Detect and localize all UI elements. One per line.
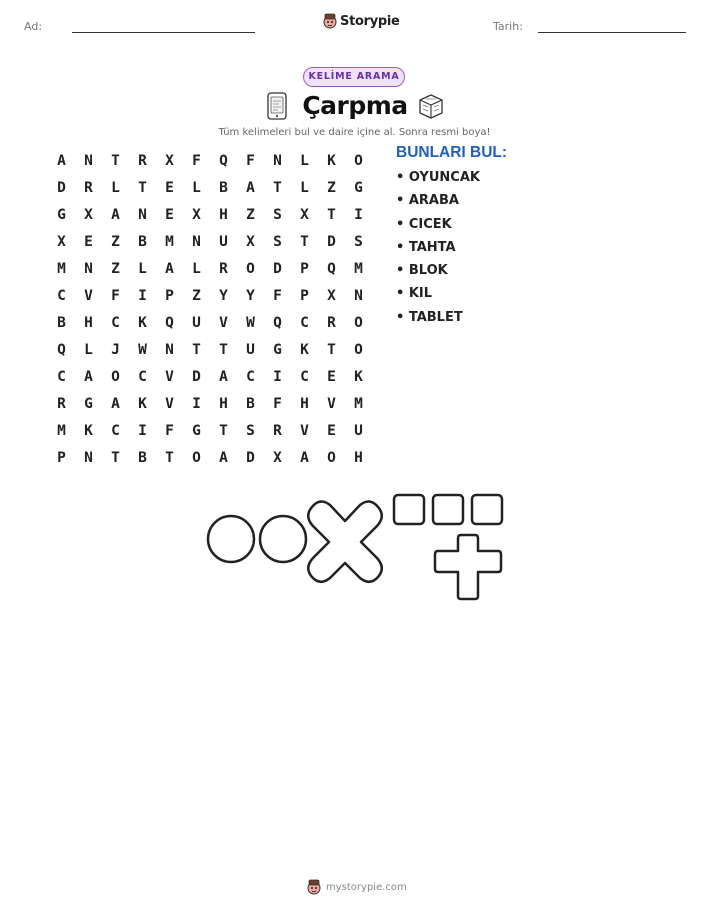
grid-letter[interactable]: Q <box>327 260 336 277</box>
grid-letter[interactable]: B <box>57 314 66 331</box>
grid-letter[interactable]: C <box>300 368 309 385</box>
square-shape-3 <box>472 495 502 524</box>
grid-letter[interactable]: S <box>273 233 282 250</box>
square-shape-1 <box>394 495 424 524</box>
grid-letter[interactable]: N <box>192 233 201 250</box>
grid-letter[interactable]: U <box>354 422 363 439</box>
grid-letter[interactable]: C <box>111 422 120 439</box>
grid-letter[interactable]: O <box>111 368 120 385</box>
grid-letter[interactable]: A <box>111 206 120 223</box>
grid-letter[interactable]: V <box>327 395 336 412</box>
x-shape <box>308 501 382 581</box>
grid-letter[interactable]: R <box>84 179 93 196</box>
grid-letter[interactable]: X <box>273 449 282 466</box>
grid-letter[interactable]: O <box>354 314 363 331</box>
grid-letter[interactable]: A <box>111 395 120 412</box>
grid-letter[interactable]: P <box>300 287 309 304</box>
grid-letter[interactable]: O <box>354 152 363 169</box>
grid-letter[interactable]: J <box>111 341 120 358</box>
grid-letter[interactable]: F <box>111 287 120 304</box>
grid-letter[interactable]: A <box>219 449 228 466</box>
grid-letter[interactable]: T <box>165 449 174 466</box>
grid-letter[interactable]: R <box>138 152 147 169</box>
grid-letter[interactable]: Z <box>111 233 120 250</box>
grid-letter[interactable]: N <box>84 449 93 466</box>
grid-letter[interactable]: O <box>354 341 363 358</box>
grid-letter[interactable]: X <box>57 233 66 250</box>
grid-letter[interactable]: V <box>165 368 174 385</box>
grid-letter[interactable]: F <box>273 395 282 412</box>
grid-letter[interactable]: T <box>219 422 228 439</box>
grid-letter[interactable]: C <box>57 287 66 304</box>
grid-letter[interactable]: R <box>327 314 336 331</box>
grid-letter[interactable]: A <box>246 179 255 196</box>
grid-letter[interactable]: P <box>300 260 309 277</box>
grid-letter[interactable]: I <box>192 395 201 412</box>
grid-letter[interactable]: D <box>57 179 66 196</box>
grid-letter[interactable]: I <box>138 422 147 439</box>
grid-letter[interactable]: A <box>57 152 66 169</box>
word-list-item: • BLOK <box>396 263 448 279</box>
grid-letter[interactable]: K <box>300 341 309 358</box>
grid-letter[interactable]: X <box>192 206 201 223</box>
grid-letter[interactable]: E <box>165 179 174 196</box>
grid-letter[interactable]: N <box>273 152 282 169</box>
grid-letter[interactable]: B <box>246 395 255 412</box>
grid-letter[interactable]: W <box>138 341 147 358</box>
grid-letter[interactable]: Q <box>57 341 66 358</box>
grid-letter[interactable]: P <box>165 287 174 304</box>
grid-letter[interactable]: C <box>246 368 255 385</box>
grid-letter[interactable]: R <box>57 395 66 412</box>
word-list-item: • TAHTA <box>396 239 456 255</box>
grid-letter[interactable]: A <box>300 449 309 466</box>
storypie-mascot-icon <box>307 879 321 895</box>
grid-letter[interactable]: K <box>138 314 147 331</box>
grid-letter[interactable]: U <box>246 341 255 358</box>
grid-letter[interactable]: L <box>192 179 201 196</box>
grid-letter[interactable]: S <box>273 206 282 223</box>
grid-letter[interactable]: X <box>165 152 174 169</box>
grid-letter[interactable]: T <box>138 179 147 196</box>
grid-letter[interactable]: F <box>273 287 282 304</box>
grid-letter[interactable]: K <box>84 422 93 439</box>
grid-letter[interactable]: Q <box>219 152 228 169</box>
grid-letter[interactable]: G <box>84 395 93 412</box>
grid-letter[interactable]: L <box>192 260 201 277</box>
grid-letter[interactable]: L <box>111 179 120 196</box>
grid-letter[interactable]: E <box>327 422 336 439</box>
grid-letter[interactable]: X <box>84 206 93 223</box>
circle-shape-2 <box>260 516 306 562</box>
word-list-item: • ARABA <box>396 193 459 209</box>
grid-letter[interactable]: C <box>300 314 309 331</box>
grid-letter[interactable]: N <box>138 206 147 223</box>
grid-letter[interactable]: A <box>219 368 228 385</box>
date-label: Tarih: <box>493 20 523 33</box>
grid-letter[interactable]: X <box>300 206 309 223</box>
grid-letter[interactable]: D <box>192 368 201 385</box>
grid-letter[interactable]: K <box>138 395 147 412</box>
grid-letter[interactable]: D <box>327 233 336 250</box>
grid-letter[interactable]: Z <box>111 260 120 277</box>
grid-letter[interactable]: V <box>219 314 228 331</box>
plus-shape <box>435 535 501 599</box>
grid-letter[interactable]: L <box>300 179 309 196</box>
grid-letter[interactable]: T <box>327 341 336 358</box>
grid-letter[interactable]: D <box>246 449 255 466</box>
grid-letter[interactable]: Q <box>273 314 282 331</box>
grid-letter[interactable]: H <box>219 395 228 412</box>
brand-name: Storypie <box>340 13 400 29</box>
grid-letter[interactable]: N <box>84 260 93 277</box>
puzzle-type-badge: KELİME ARAMA <box>303 67 405 87</box>
grid-letter[interactable]: Z <box>192 287 201 304</box>
grid-letter[interactable]: V <box>84 287 93 304</box>
grid-letter[interactable]: N <box>165 341 174 358</box>
grid-letter[interactable]: I <box>354 206 363 223</box>
grid-letter[interactable]: L <box>84 341 93 358</box>
square-shape-2 <box>433 495 463 524</box>
grid-letter[interactable]: E <box>165 206 174 223</box>
grid-letter[interactable]: B <box>219 179 228 196</box>
grid-letter[interactable]: H <box>300 395 309 412</box>
grid-letter[interactable]: T <box>219 341 228 358</box>
grid-letter[interactable]: L <box>300 152 309 169</box>
grid-letter[interactable]: U <box>219 233 228 250</box>
grid-letter[interactable]: A <box>165 260 174 277</box>
grid-letter[interactable]: P <box>57 449 66 466</box>
grid-letter[interactable]: D <box>273 260 282 277</box>
grid-letter[interactable]: T <box>300 233 309 250</box>
grid-letter[interactable]: I <box>273 368 282 385</box>
grid-letter[interactable]: N <box>354 287 363 304</box>
grid-letter[interactable]: X <box>246 233 255 250</box>
word-list-item: • TABLET <box>396 309 463 325</box>
word-list-item: • KIL <box>396 286 433 302</box>
grid-letter[interactable]: C <box>57 368 66 385</box>
grid-letter[interactable]: H <box>84 314 93 331</box>
grid-letter[interactable]: W <box>246 314 255 331</box>
circle-shape-1 <box>208 516 254 562</box>
grid-letter[interactable]: T <box>111 449 120 466</box>
grid-letter[interactable]: O <box>246 260 255 277</box>
grid-letter[interactable]: O <box>327 449 336 466</box>
grid-letter[interactable]: T <box>192 341 201 358</box>
grid-letter[interactable]: Q <box>165 314 174 331</box>
name-label: Ad: <box>24 20 43 33</box>
grid-letter[interactable]: M <box>57 422 66 439</box>
grid-letter[interactable]: T <box>327 206 336 223</box>
grid-letter[interactable]: K <box>354 368 363 385</box>
grid-letter[interactable]: S <box>246 422 255 439</box>
grid-letter[interactable]: F <box>192 152 201 169</box>
word-list-item: • OYUNCAK <box>396 170 480 185</box>
grid-letter[interactable]: M <box>165 233 174 250</box>
page-title: Çarpma <box>302 91 408 120</box>
grid-letter[interactable]: B <box>138 233 147 250</box>
grid-letter[interactable]: E <box>84 233 93 250</box>
grid-letter[interactable]: T <box>273 179 282 196</box>
grid-letter[interactable]: Y <box>246 287 255 304</box>
grid-letter[interactable]: B <box>138 449 147 466</box>
grid-letter[interactable]: E <box>327 368 336 385</box>
grid-letter[interactable]: S <box>354 233 363 250</box>
grid-letter[interactable]: R <box>273 422 282 439</box>
grid-letter[interactable]: X <box>327 287 336 304</box>
grid-letter[interactable]: I <box>138 287 147 304</box>
grid-letter[interactable]: M <box>354 395 363 412</box>
grid-letter[interactable]: U <box>192 314 201 331</box>
grid-letter[interactable]: Z <box>246 206 255 223</box>
footer <box>307 879 407 895</box>
grid-letter[interactable]: G <box>57 206 66 223</box>
grid-letter[interactable]: L <box>138 260 147 277</box>
grid-letter[interactable]: G <box>192 422 201 439</box>
grid-letter[interactable]: F <box>246 152 255 169</box>
grid-letter[interactable]: M <box>57 260 66 277</box>
grid-letter[interactable]: K <box>327 152 336 169</box>
grid-letter[interactable]: V <box>300 422 309 439</box>
grid-letter[interactable]: O <box>192 449 201 466</box>
grid-letter[interactable]: Z <box>327 179 336 196</box>
grid-letter[interactable]: H <box>219 206 228 223</box>
grid-letter[interactable]: V <box>165 395 174 412</box>
grid-letter[interactable]: Y <box>219 287 228 304</box>
word-list-item: • CICEK <box>396 216 452 232</box>
grid-letter[interactable]: H <box>354 449 363 466</box>
footer-site: mystorypie.com <box>326 881 407 893</box>
grid-letter[interactable]: N <box>84 152 93 169</box>
grid-letter[interactable]: G <box>273 341 282 358</box>
instructions: Tüm kelimeleri bul ve daire içine al. Sonra resmi boya! <box>218 127 491 138</box>
grid-letter[interactable]: G <box>354 179 363 196</box>
grid-letter[interactable]: R <box>219 260 228 277</box>
grid-letter[interactable]: C <box>138 368 147 385</box>
grid-letter[interactable]: A <box>84 368 93 385</box>
word-list-title: BUNLARI BUL: <box>396 144 508 161</box>
grid-letter[interactable]: C <box>111 314 120 331</box>
grid-letter[interactable]: M <box>354 260 363 277</box>
grid-letter[interactable]: F <box>165 422 174 439</box>
grid-letter[interactable]: T <box>111 152 120 169</box>
